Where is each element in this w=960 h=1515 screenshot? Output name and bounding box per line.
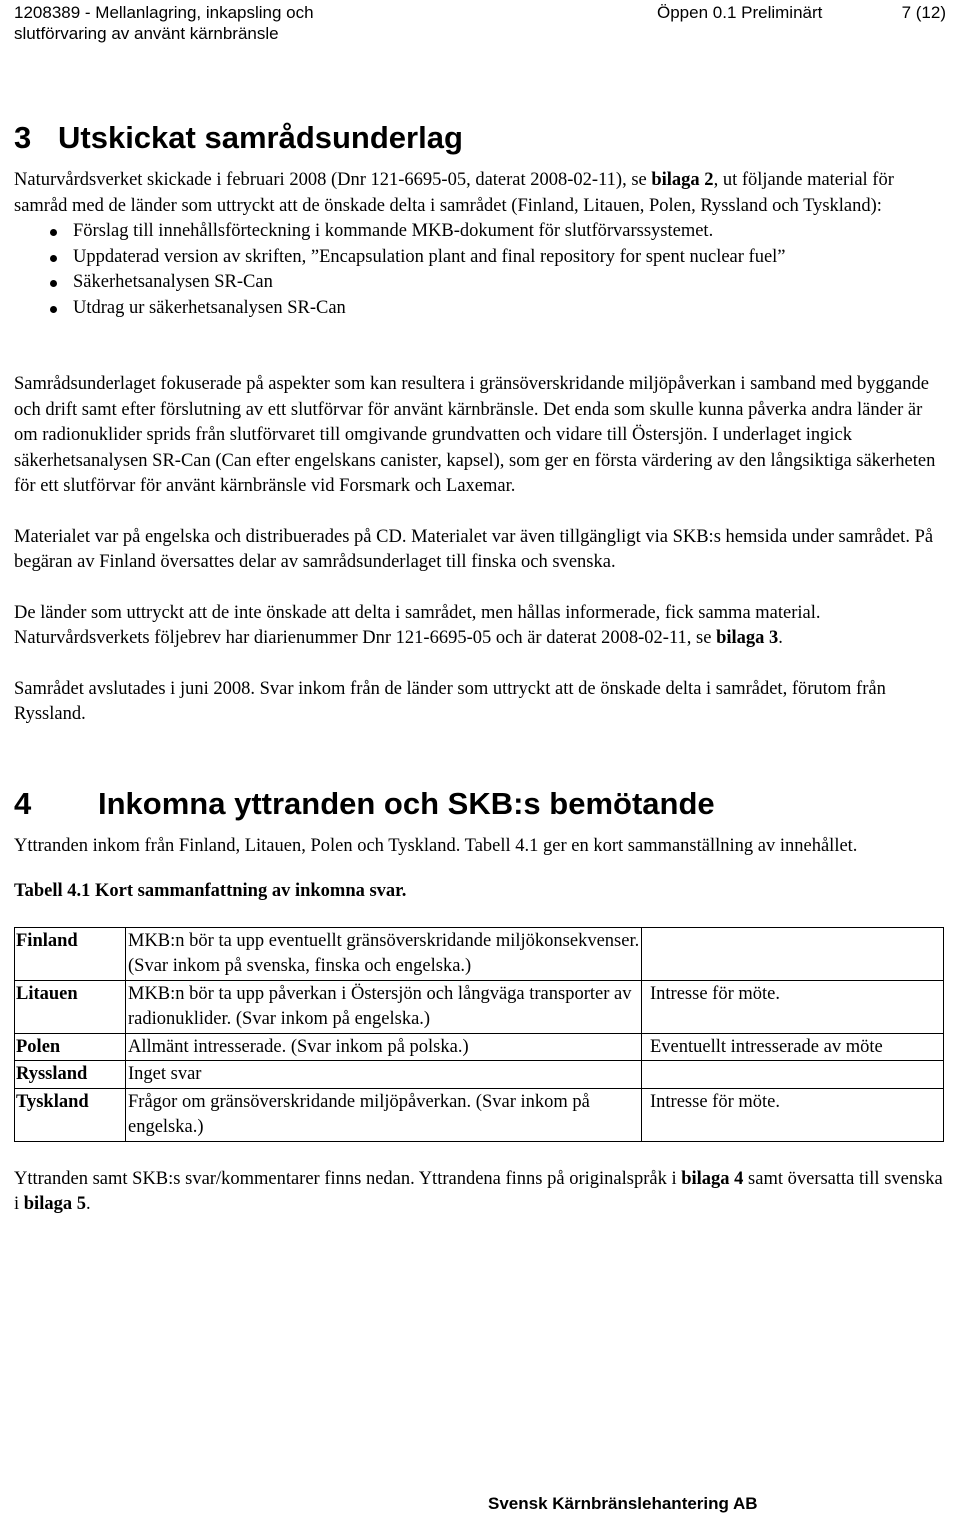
section-3-heading bbox=[14, 118, 944, 158]
bilaga-5-ref: bilaga 5 bbox=[23, 1194, 86, 1214]
section-3-title: Utskickat samrådsunderlag bbox=[58, 120, 463, 155]
section-4-title: Inkomna yttranden och SKB:s bemötande bbox=[98, 785, 715, 821]
paragraph-text: De länder som uttryckt att de inte önskade att delta i samrådet, men hållas informerade, fick samma material. Naturvårdsverkets följebrev har diarienummer Dnr 121-6695-05 och är daterat 2008-02-11, se bbox=[14, 602, 821, 648]
summary-cell: Inget svar bbox=[126, 1061, 642, 1089]
paragraph: Materialet var på engelska och distribuerades på CD. Materialet var även tillgängligt via SKB:s hemsida under samrådet. På begäran av Finland översattes delar av samrådsunderlaget till finska och svenska. bbox=[14, 526, 934, 572]
list-item: Uppdaterad version av skriften, ”Encapsulation plant and final repository for spent nuclear fuel” bbox=[14, 245, 944, 271]
material-list bbox=[14, 219, 944, 321]
country-cell: Polen bbox=[15, 1033, 126, 1061]
document-version: Öppen 0.1 Preliminärt bbox=[657, 3, 823, 22]
summary-cell: Allmänt intresserade. (Svar inkom på polska.) bbox=[126, 1033, 642, 1061]
note-cell bbox=[642, 1061, 944, 1089]
note-cell bbox=[642, 927, 944, 980]
country-cell: Tyskland bbox=[15, 1088, 126, 1141]
closing-text-end: . bbox=[85, 1194, 91, 1214]
closing-text-mid: samt översatta till svenska i bbox=[14, 1168, 943, 1214]
country-cell: Litauen bbox=[15, 980, 126, 1033]
list-item: Säkerhetsanalysen SR-Can bbox=[14, 270, 944, 296]
responses-table bbox=[14, 927, 944, 1142]
table-caption: Tabell 4.1 Kort sammanfattning av inkomna svar. bbox=[14, 881, 407, 901]
bilaga-4-ref: bilaga 4 bbox=[681, 1168, 744, 1189]
summary-cell: Frågor om gränsöverskridande miljöpåverkan. (Svar inkom på engelska.) bbox=[126, 1088, 642, 1141]
page-header bbox=[14, 2, 946, 44]
table-row bbox=[15, 1061, 944, 1089]
table-row bbox=[15, 1033, 944, 1061]
summary-cell: MKB:n bör ta upp eventuellt gränsöverskridande miljökonsekvenser. (Svar inkom på svenska, finska och engelska.) bbox=[126, 927, 642, 980]
closing-text: Yttranden samt SKB:s svar/kommentarer finns nedan. Yttrandena finns på originalspråk i bbox=[14, 1168, 682, 1189]
section-3-number: 3 bbox=[14, 120, 32, 155]
paragraph-text-end: . bbox=[778, 628, 783, 648]
paragraph: Samrådsunderlaget fokuserade på aspekter som kan resultera i gränsöverskridande miljöpåverkan i samband med byggande och drift samt efter förslutning av ett slutförvar för använt kärnbränsle. Det enda som skulle kunna påverka andra länder är om radionuklider sprids från slutförvaret till omgivande grundvatten och vidare till Östersjön. I underlaget ingick säkerhetsanalysen SR-Can (Can efter engelskans canister, kapsel), som ger en första värdering av den långsiktiga säkerheten för ett slutförvar för använt kärnbränsle vid Forsmark och Laxemar. bbox=[14, 374, 936, 496]
closing-paragraph bbox=[14, 1167, 944, 1218]
note-cell: Eventuellt intresserade av möte bbox=[642, 1033, 944, 1061]
document-title-line1: 1208389 - Mellanlagring, inkapsling och bbox=[14, 3, 314, 22]
list-item: Förslag till innehållsförteckning i kommande MKB-dokument för slutförvarssystemet. bbox=[14, 219, 944, 245]
section-4-intro: Yttranden inkom från Finland, Litauen, Polen och Tyskland. Tabell 4.1 ger en kort sammanställning av innehållet. bbox=[14, 835, 858, 856]
paragraph: Samrådet avslutades i juni 2008. Svar inkom från de länder som uttryckt att de önskade delta i samrådet, förutom från Ryssland. bbox=[14, 678, 886, 724]
bilaga-2-ref: bilaga 2 bbox=[651, 170, 714, 190]
table-row bbox=[15, 1088, 944, 1141]
country-cell: Finland bbox=[15, 927, 126, 980]
country-cell: Ryssland bbox=[15, 1061, 126, 1089]
list-item: Utdrag ur säkerhetsanalysen SR-Can bbox=[14, 296, 944, 322]
document-body bbox=[14, 118, 944, 1218]
document-title-line2: slutförvaring av använt kärnbränsle bbox=[14, 24, 279, 43]
section-3-intro bbox=[14, 168, 944, 219]
table-row bbox=[15, 927, 944, 980]
document-title bbox=[14, 2, 314, 44]
table-row bbox=[15, 980, 944, 1033]
summary-cell: MKB:n bör ta upp påverkan i Östersjön och långväga transporter av radionuklider. (Svar inkom på engelska.) bbox=[126, 980, 642, 1033]
paragraph bbox=[14, 601, 944, 652]
section-4-number: 4 bbox=[14, 785, 32, 821]
bilaga-3-ref: bilaga 3 bbox=[716, 628, 779, 648]
page-footer: Svensk Kärnbränslehantering AB bbox=[488, 1494, 758, 1513]
note-cell: Intresse för möte. bbox=[642, 980, 944, 1033]
note-cell: Intresse för möte. bbox=[642, 1088, 944, 1141]
intro-text-cont: , ut följande material för samråd med de länder som uttryckt att de önskade delta i samrådet (Finland, Litauen, Polen, Ryssland och Tyskland): bbox=[14, 170, 894, 216]
section-4-heading bbox=[14, 784, 944, 824]
page-number: 7 (12) bbox=[901, 3, 946, 22]
intro-text: Naturvårdsverket skickade i februari 2008 (Dnr 121-6695-05, daterat 2008-02-11), se bbox=[14, 170, 652, 190]
